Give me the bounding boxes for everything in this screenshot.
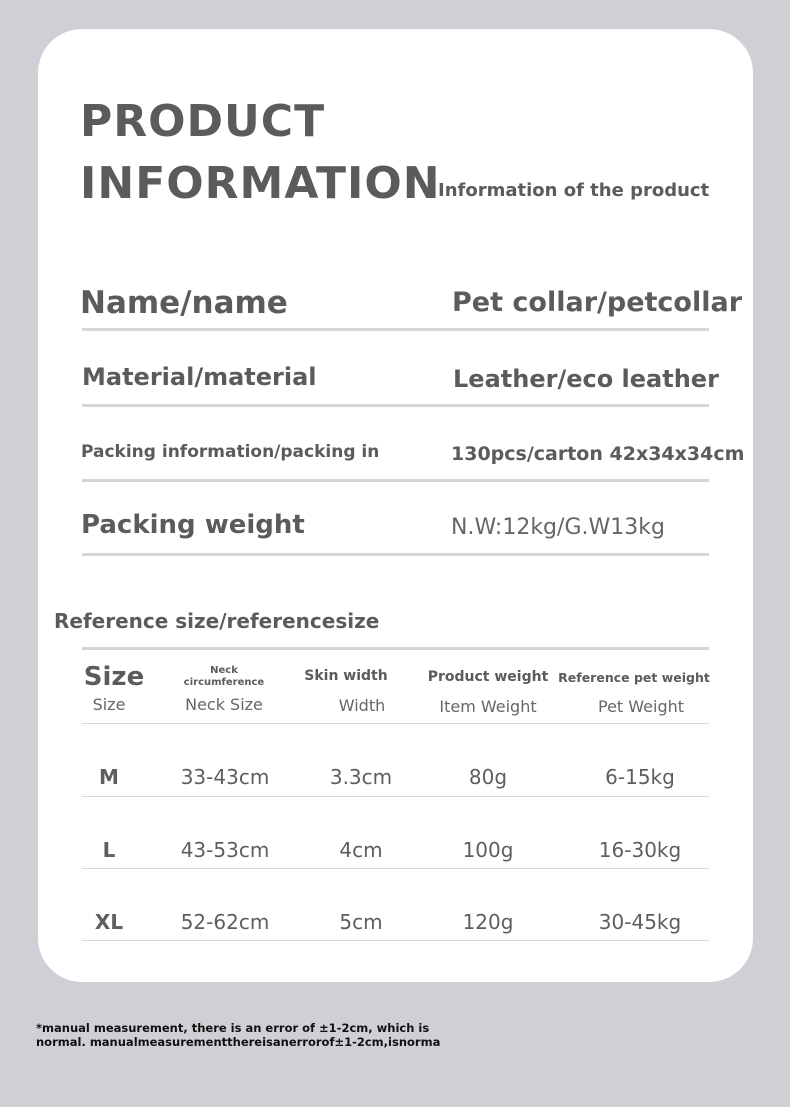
name-label: Name/name [80, 285, 288, 321]
neck-size-cell: 43-53cm [180, 838, 270, 862]
packing-info-label: Packing information/packing in [81, 442, 380, 462]
size-cell: M [99, 765, 119, 789]
col-header-neck [170, 665, 278, 689]
pet-weight-cell: 6-15kg [605, 765, 675, 789]
item-weight-cell: 100g [462, 838, 514, 862]
pet-weight-cell: 30-45kg [598, 910, 682, 934]
divider [82, 647, 709, 650]
packing-weight-value: N.W:12kg/G.W13kg [451, 515, 665, 540]
page-title-line1: PRODUCT [80, 96, 326, 147]
item-weight-cell: 120g [462, 910, 514, 934]
measurement-footnote [36, 1021, 476, 1049]
divider [82, 723, 709, 724]
neck-size-cell: 33-43cm [180, 765, 270, 789]
item-weight-cell: 80g [468, 765, 508, 789]
neck-size-cell: 52-62cm [180, 910, 270, 934]
page-subtitle: Information of the product [438, 180, 710, 201]
name-value: Pet collar/petcollar [452, 287, 743, 318]
col-header-pet-weight-bottom: Pet Weight [597, 697, 685, 716]
col-header-neck-top: Neck circumference [183, 665, 265, 688]
material-value: Leather/eco leather [453, 365, 719, 393]
page-title-line2: INFORMATION [80, 158, 441, 209]
col-header-neck-bottom: Neck Size [185, 695, 263, 714]
col-header-size-bottom: Size [92, 695, 126, 714]
pet-weight-cell: 16-30kg [598, 838, 682, 862]
col-header-pet-weight-top: Reference pet weight [558, 670, 710, 685]
col-header-width-bottom: Width [338, 696, 386, 715]
packing-info-value: 130pcs/carton 42x34x34cm [451, 443, 745, 465]
divider [82, 479, 709, 482]
divider [82, 328, 709, 331]
divider [82, 940, 709, 941]
col-header-item-weight-top: Product weight [427, 669, 549, 685]
width-cell: 5cm [339, 910, 383, 934]
width-cell: 4cm [339, 838, 383, 862]
divider [82, 868, 709, 869]
col-header-size-top: Size [83, 662, 145, 692]
packing-weight-label: Packing weight [81, 510, 305, 540]
size-cell: L [102, 838, 116, 862]
col-header-size [82, 662, 146, 692]
divider [82, 553, 709, 556]
size-cell: XL [94, 910, 124, 934]
footnote-line2: normal. manualmeasurementthereisanerrorof±1-2cm,isnorma [36, 1035, 441, 1049]
material-label: Material/material [82, 363, 317, 391]
reference-size-title: Reference size/referencesize [54, 609, 380, 633]
divider [82, 404, 709, 407]
width-cell: 3.3cm [329, 765, 393, 789]
col-header-item-weight-bottom: Item Weight [439, 697, 537, 716]
col-header-width-top: Skin width [304, 668, 388, 684]
divider [82, 796, 709, 797]
footnote-line1: *manual measurement, there is an error of ±1-2cm, which is [36, 1021, 430, 1035]
